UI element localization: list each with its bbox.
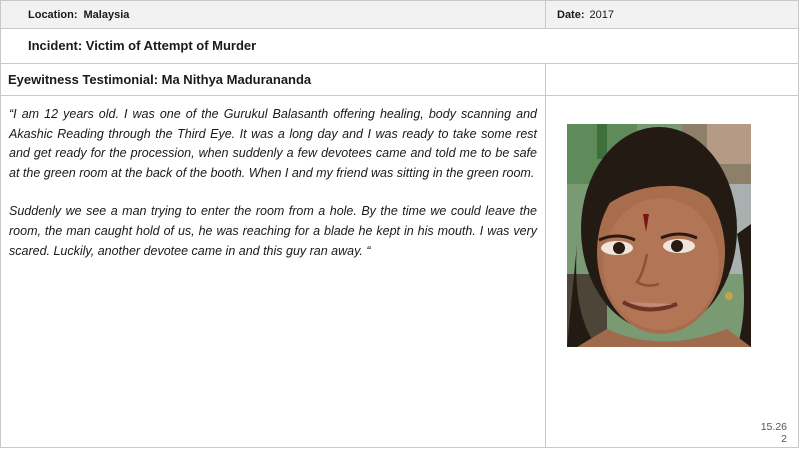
witness-title: Eyewitness Testimonial: Ma Nithya Madurananda <box>8 72 312 87</box>
body-row <box>0 96 799 448</box>
location-value: Malaysia <box>83 9 130 21</box>
date-field <box>557 9 614 21</box>
witness-row <box>0 64 799 96</box>
meta-divider <box>545 1 546 28</box>
meta-row <box>0 0 799 29</box>
testimony-text <box>9 105 537 280</box>
date-value: 2017 <box>589 9 614 21</box>
testimony-paragraph-2: Suddenly we see a man trying to enter the room from a hole. By the time we could leave the room, the man caught hold of us, he was reaching for a blade he kept in his mouth. I was very scared. Luckily, another devotee came in and this guy ran away. “ <box>9 204 537 258</box>
incident-row <box>0 29 799 64</box>
body-divider <box>545 96 546 447</box>
testimony-paragraph-1: “I am 12 years old. I was one of the Gurukul Balasanth offering healing, body scanning and Akashic Reading through the Third Eye. It was a long day and I was ready to take some rest and get ready for the procession, when suddenly a few devotees came and told me to be safe at the green room at the back of the booth. When I and my friend was sitting in the green room. <box>9 107 537 180</box>
incident-title: Incident: Victim of Attempt of Murder <box>28 38 257 53</box>
location-label: Location: <box>28 9 78 21</box>
portrait-illustration <box>567 124 751 347</box>
witness-divider <box>545 64 546 95</box>
page-number-line-2: 2 <box>781 433 787 445</box>
witness-photo <box>567 124 751 347</box>
location-field <box>28 9 129 21</box>
date-label: Date: <box>557 9 585 21</box>
page-number-line-1: 15.26 <box>760 421 787 433</box>
page-number <box>747 421 787 445</box>
